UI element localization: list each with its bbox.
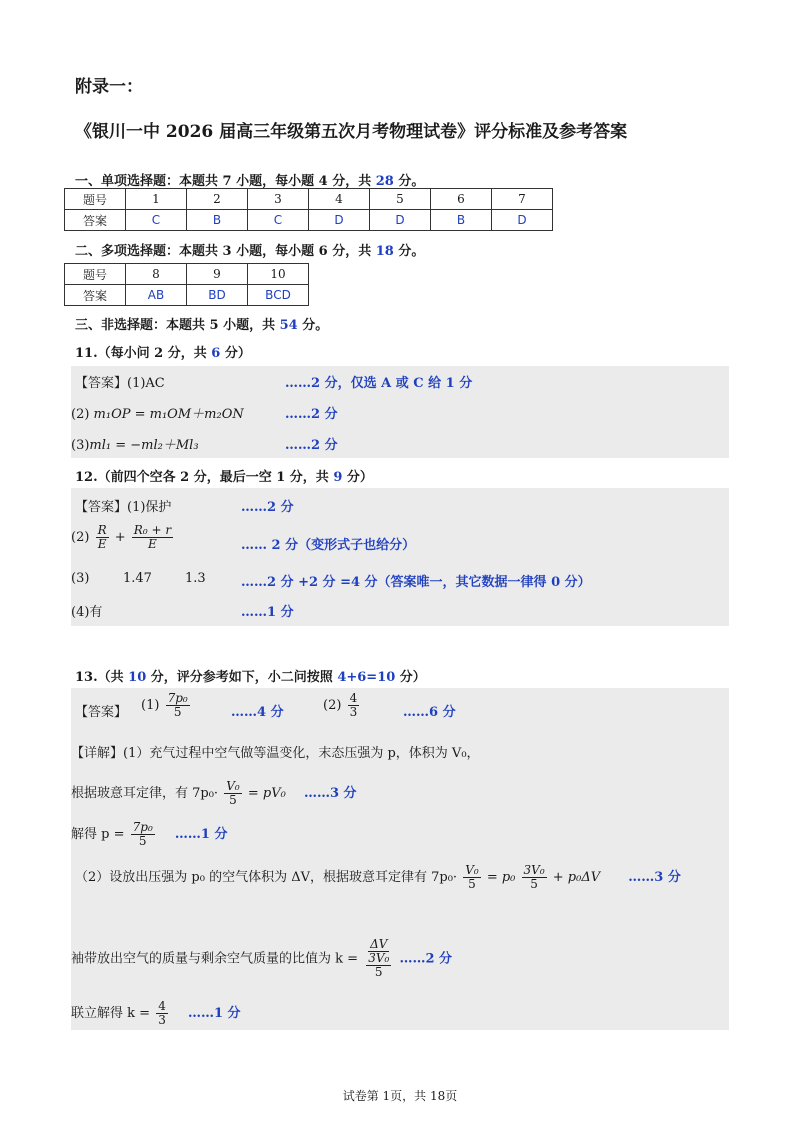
- section2-heading: 二、多项选择题：本题共 3 小题，每小题 6 分，共 18 分。: [75, 244, 425, 259]
- q12-line3-points: ……2 分 +2 分 =4 分（答案唯一，其它数据一律得 0 分）: [241, 575, 591, 590]
- section1-heading: 一、单项选择题：本题共 7 小题，每小题 4 分，共 28 分。: [75, 174, 425, 189]
- q11-line3-points: ……2 分: [285, 438, 338, 453]
- fraction: $\frac{\text{7p₀}}{5}$: [167, 691, 188, 720]
- q12-answer-label: 【答案】(1)保护: [75, 500, 172, 515]
- document-title: 《银川一中 2026 届高三年级第五次月考物理试卷》评分标准及参考答案: [75, 122, 628, 142]
- q12-heading: 12.（前四个空各 2 分，最后一空 1 分，共 9 分）: [75, 470, 373, 485]
- q13-detail-line5: 袖带放出空气的质量与剩余空气质量的比值为 k = $\frac{\Delta V}{\frac{\text{3V₀}}{5}}$ ……2 分: [71, 937, 453, 980]
- q13-detail-line2: 根据玻意耳定律，有 7p₀· $\frac{\text{V₀}}{5}$ = pV₀ ……3 分: [71, 779, 357, 808]
- table-row: 答案 AB BD BCD: [65, 285, 309, 306]
- page-footer: 试卷第 1页，共 18页: [342, 1089, 458, 1103]
- q12-line4-points: ……1 分: [241, 605, 294, 620]
- table-row: 题号 8 9 10: [65, 264, 309, 285]
- q12-line3-value2: 1.3: [185, 571, 206, 586]
- q12-answer-box: [71, 488, 729, 626]
- fraction: $\frac{\text{7p₀}}{5}$: [132, 820, 153, 849]
- table-row: 题号 1 2 3 4 5 6 7: [65, 189, 553, 210]
- table-row: 答案 C B C D D B D: [65, 210, 553, 231]
- section3-heading: 三、非选择题：本题共 5 小题，共 54 分。: [75, 318, 329, 333]
- q13-heading: 13.（共 10 分，评分参考如下，小二问按照 4+6=10 分）: [75, 670, 426, 685]
- q12-line3-value1: 1.47: [123, 571, 152, 586]
- q13-answer1-points: ……4 分: [231, 705, 284, 720]
- q11-line2: (2) m₁OP = m₁OM＋m₂ON: [71, 407, 244, 422]
- fraction: $\frac{\text{3V₀}}{5}$: [523, 863, 545, 892]
- fraction: $\frac{\text{V₀}}{5}$: [465, 863, 479, 892]
- section1-score: 28: [375, 174, 394, 189]
- q13-answer-box: [71, 688, 729, 1030]
- section2-score: 18: [375, 244, 394, 259]
- q13-detail-line3: 解得 p = $\frac{\text{7p₀}}{5}$ ……1 分: [71, 820, 228, 849]
- section2-answer-table: [64, 263, 309, 306]
- fraction: $\frac{\text{R₀ + r}}{E}$: [133, 523, 172, 552]
- fraction: $\frac{4}{3}$: [349, 691, 358, 720]
- section3-score: 54: [279, 318, 298, 333]
- q12-line4: (4)有: [71, 605, 103, 620]
- fraction: $\frac{\Delta V}{\frac{\text{3V₀}}{5}}$: [364, 938, 393, 980]
- q13-answer2: (2) $\frac{4}{3}$: [323, 691, 358, 720]
- q13-answer1: (1) $\frac{\text{7p₀}}{5}$: [141, 691, 188, 720]
- q12-line2: (2) $\frac{R}{E}$ + $\frac{\text{R₀ + r}}{E}$: [71, 523, 172, 552]
- nested-fraction: $\frac{\text{3V₀}}{5}$: [368, 951, 390, 980]
- q11-line1-points: ……2 分，仅选 A 或 C 给 1 分: [285, 376, 473, 391]
- q11-heading: 11.（每小问 2 分，共 6 分）: [75, 346, 251, 361]
- fraction: $\frac{R}{E}$: [97, 523, 107, 552]
- q11-answer-box: [71, 366, 729, 458]
- q13-answer2-points: ……6 分: [403, 705, 456, 720]
- q12-line1-points: ……2 分: [241, 500, 294, 515]
- fraction: $\frac{\text{V₀}}{5}$: [226, 779, 240, 808]
- q13-detail-line6: 联立解得 k = $\frac{4}{3}$ ……1 分: [71, 999, 241, 1028]
- section1-answer-table: [64, 188, 553, 231]
- q11-answer-label: 【答案】(1)AC: [75, 376, 165, 391]
- appendix-heading: 附录一：: [75, 77, 143, 97]
- q13-detail-line4: （2）设放出压强为 p₀ 的空气体积为 ΔV，根据玻意耳定律有 7p₀· $\frac{\text{V₀}}{5}$ = p₀ $\frac{\text{3V₀}}{5}$ + p₀ΔV ……3 分: [75, 863, 681, 892]
- q11-line2-points: ……2 分: [285, 407, 338, 422]
- q13-answer-label: 【答案】: [75, 705, 128, 720]
- q12-line2-points: …… 2 分（变形式子也给分）: [241, 538, 416, 553]
- q11-line3: (3)ml₁ = −ml₂＋Ml₃: [71, 438, 199, 453]
- q13-detail-line1: 【详解】(1）充气过程中空气做等温变化，末态压强为 p，体积为 V₀，: [71, 746, 480, 761]
- q12-line3-label: (3): [71, 571, 90, 586]
- fraction: $\frac{4}{3}$: [158, 999, 166, 1028]
